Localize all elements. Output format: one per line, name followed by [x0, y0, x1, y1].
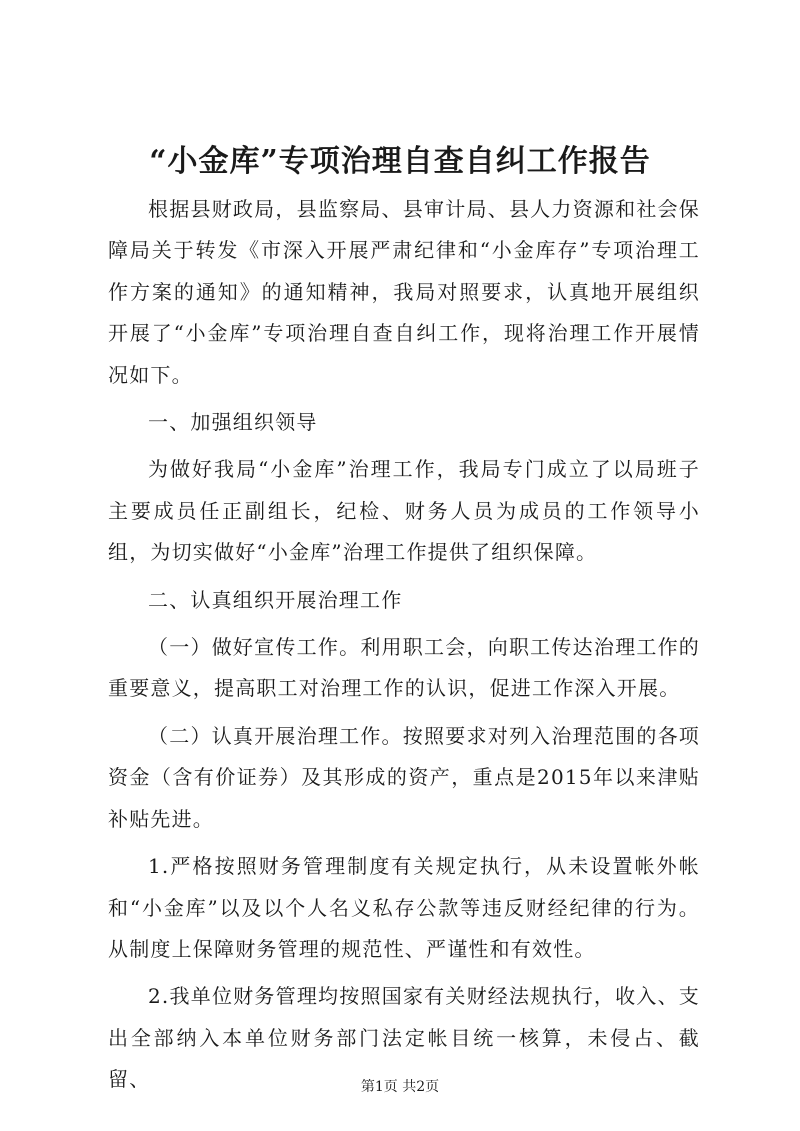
- document-body: [108, 189, 700, 1101]
- section-1-paragraph: 为做好我局“小金库”治理工作，我局专门成立了以局班子主要成员任正副组长，纪检、财务人员为成员的工作领导小组，为切实做好“小金库”治理工作提供了组织保障。: [108, 457, 700, 565]
- intro-paragraph: 根据县财政局，县监察局、县审计局、县人力资源和社会保障局关于转发《市深入开展严肃纪律和“小金库存”专项治理工作方案的通知》的通知精神，我局对照要求，认真地开展组织开展了“小金库”专项治理自查自纠工作，现将治理工作开展情况如下。: [108, 197, 700, 387]
- page-number-footer: 第1页 共2页: [360, 1079, 440, 1095]
- subsection-2-paragraph: （二）认真开展治理工作。按照要求对列入治理范围的各项资金（含有价证券）及其形成的资产，重点是2015年以来津贴补贴先进。: [108, 723, 700, 831]
- item-1-paragraph: 1.严格按照财务管理制度有关规定执行，从未设置帐外帐和“小金库”以及以个人名义私存公款等违反财经纪律的行为。从制度上保障财务管理的规范性、严谨性和有效性。: [108, 854, 700, 961]
- subsection-1-paragraph: （一）做好宣传工作。利用职工会，向职工传达治理工作的重要意义，提高职工对治理工作的认识，促进工作深入开展。: [108, 635, 700, 701]
- item-2-paragraph: 2.我单位财务管理均按照国家有关财经法规执行，收入、支出全部纳入本单位财务部门法定帐目统一核算，未侵占、截留、: [108, 984, 700, 1092]
- section-heading-1: 一、加强组织领导: [148, 410, 318, 435]
- document-title: “小金库”专项治理自查自纠工作报告: [149, 144, 651, 179]
- section-heading-2: 二、认真组织开展治理工作: [148, 587, 403, 612]
